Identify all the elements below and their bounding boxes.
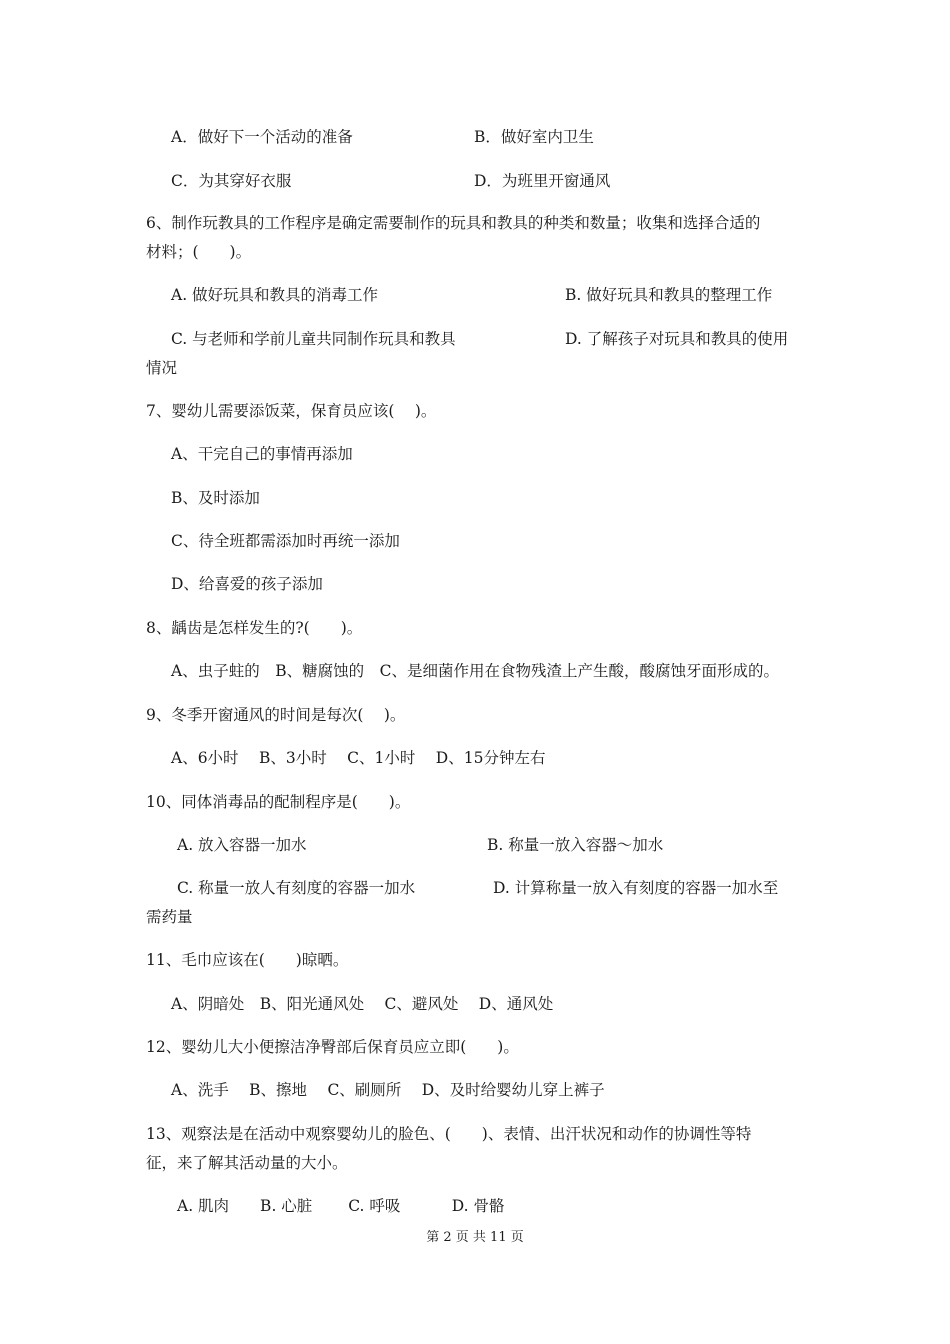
q7-option-b: B、及时添加 bbox=[171, 489, 260, 507]
q12-stem: 12、婴幼儿大小便擦洁净臀部后保育员应立即( )。 bbox=[146, 1038, 519, 1056]
q10-option-d: D. 计算称量一放入有刻度的容器一加水至 bbox=[493, 879, 779, 897]
q10-option-d-continued: 需药量 bbox=[146, 908, 193, 926]
q6-option-d-continued: 情况 bbox=[146, 359, 178, 377]
q7-option-a: A、干完自己的事情再添加 bbox=[171, 445, 353, 463]
q5-option-c: C．为其穿好衣服 bbox=[171, 172, 292, 190]
q13-stem-line2: 征，来了解其活动量的大小。 bbox=[146, 1154, 348, 1172]
q10-option-c: C. 称量一放人有刻度的容器一加水 bbox=[177, 879, 416, 897]
q10-option-a: A. 放入容器一加水 bbox=[177, 836, 307, 854]
q6-option-b: B. 做好玩具和教具的整理工作 bbox=[565, 286, 773, 304]
q6-stem-line2: 材料；( )。 bbox=[146, 243, 252, 261]
q12-options: A、洗手 B、擦地 C、刷厕所 D、及时给婴幼儿穿上裤子 bbox=[171, 1081, 605, 1099]
q10-stem: 10、同体消毒品的配制程序是( )。 bbox=[146, 793, 411, 811]
q7-stem: 7、婴幼儿需要添饭菜，保育员应该( )。 bbox=[146, 402, 437, 420]
q5-option-b: B．做好室内卫生 bbox=[474, 128, 594, 146]
q5-option-d: D．为班里开窗通风 bbox=[474, 172, 611, 190]
q6-stem-line1: 6、制作玩教具的工作程序是确定需要制作的玩具和教具的种类和数量；收集和选择合适的 bbox=[146, 214, 761, 232]
q9-stem: 9、冬季开窗通风的时间是每次( )。 bbox=[146, 706, 406, 724]
q11-options: A、阴暗处 B、阳光通风处 C、避风处 D、通风处 bbox=[171, 995, 554, 1013]
q13-options: A. 肌肉 B. 心脏 C. 呼吸 D. 骨骼 bbox=[177, 1197, 505, 1215]
q9-options: A、6小时 B、3小时 C、1小时 D、15分钟左右 bbox=[171, 749, 546, 767]
q7-option-d: D、给喜爱的孩子添加 bbox=[171, 575, 323, 593]
q7-option-c: C、待全班都需添加时再统一添加 bbox=[171, 532, 400, 550]
q8-stem: 8、龋齿是怎样发生的?( )。 bbox=[146, 619, 363, 637]
q6-option-a: A. 做好玩具和教具的消毒工作 bbox=[171, 286, 379, 304]
q6-option-c: C. 与老师和学前儿童共同制作玩具和教具 bbox=[171, 330, 456, 348]
q11-stem: 11、毛巾应该在( )晾晒。 bbox=[146, 951, 349, 969]
q10-option-b: B. 称量一放入容器～加水 bbox=[487, 836, 664, 854]
q6-option-d: D. 了解孩子对玩具和教具的使用 bbox=[565, 330, 789, 348]
q13-stem-line1: 13、观察法是在活动中观察婴幼儿的脸色、( )、表情、出汗状况和动作的协调性等特 bbox=[146, 1125, 752, 1143]
page-footer: 第 2 页 共 11 页 bbox=[426, 1230, 524, 1245]
q5-option-a: A．做好下一个活动的准备 bbox=[171, 128, 353, 146]
q8-options: A、虫子蛀的 B、糖腐蚀的 C、是细菌作用在食物残渣上产生酸，酸腐蚀牙面形成的。 bbox=[171, 662, 779, 680]
